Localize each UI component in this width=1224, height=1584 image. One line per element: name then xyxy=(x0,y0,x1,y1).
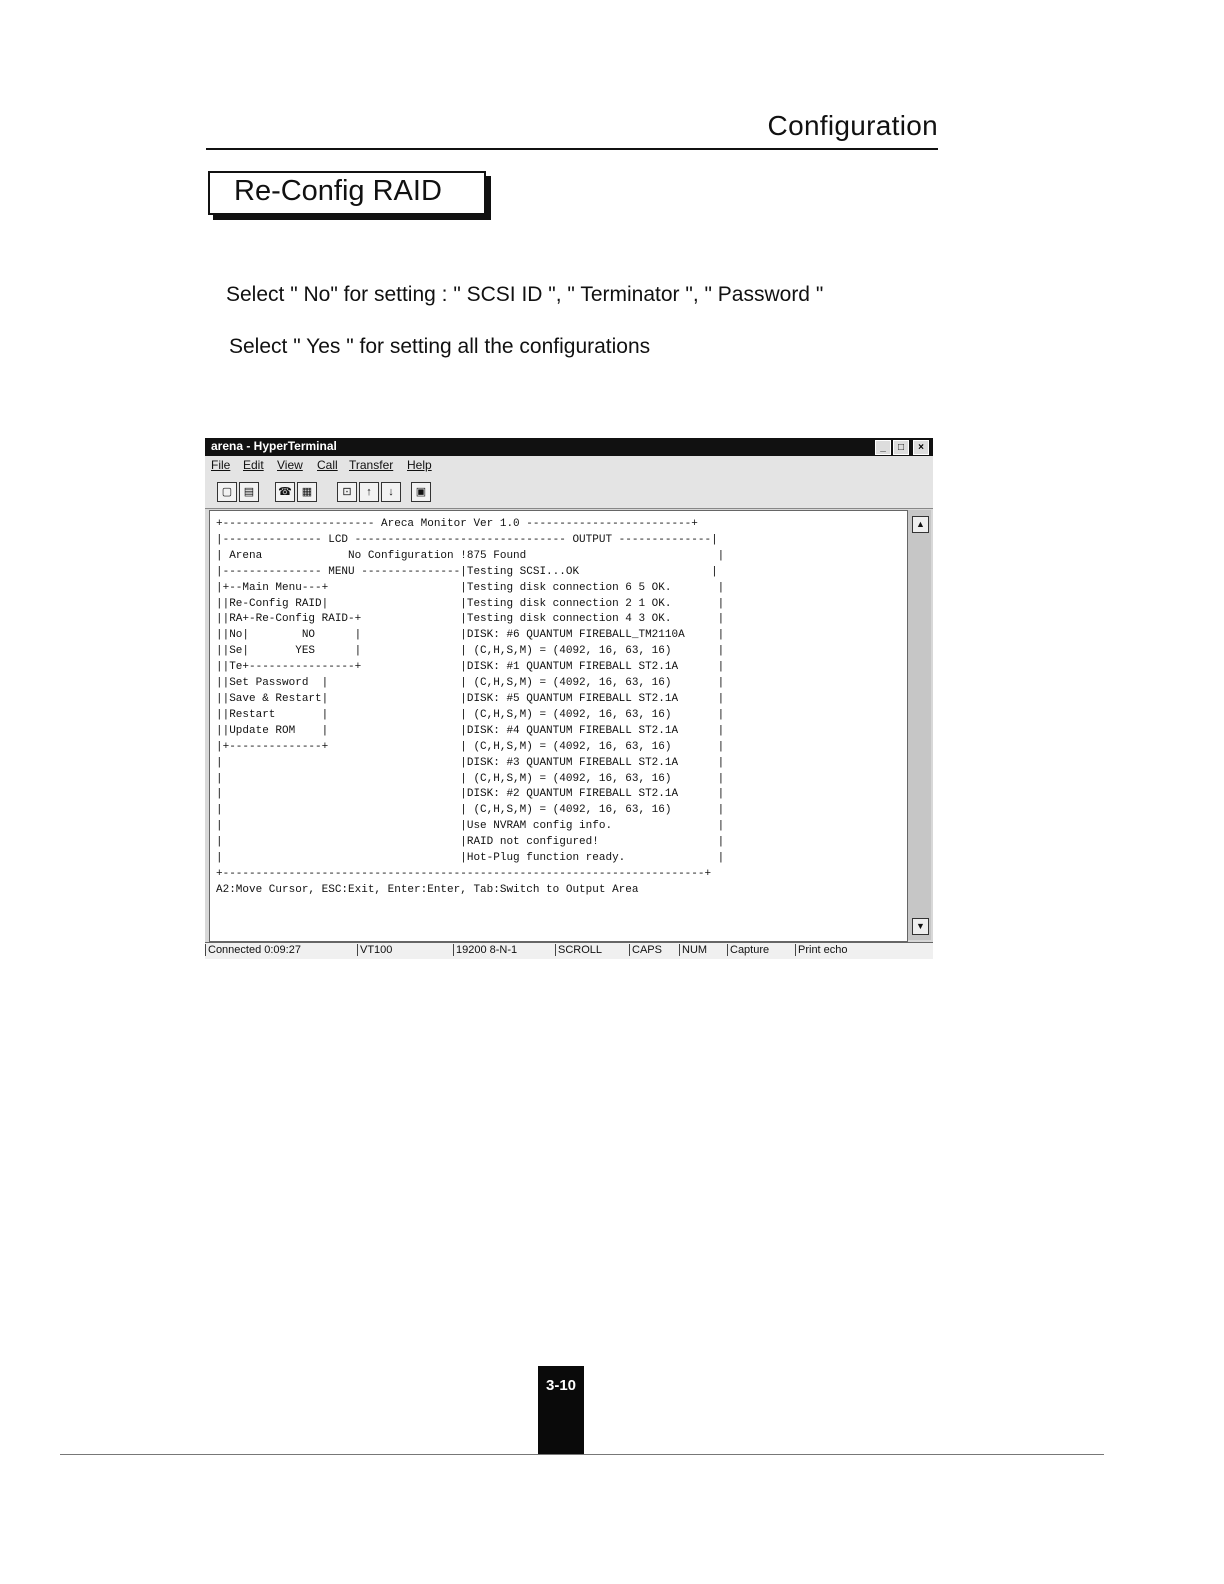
menu-edit[interactable]: Edit xyxy=(243,458,264,472)
properties-icon[interactable]: ▦ xyxy=(297,482,317,502)
title-bar[interactable] xyxy=(205,438,933,456)
status-connected: Connected 0:09:27 xyxy=(205,944,301,956)
send-icon[interactable]: ↑ xyxy=(359,482,379,502)
toolbar xyxy=(205,474,933,509)
section-heading-box xyxy=(208,171,486,215)
hyperterminal-window xyxy=(205,438,933,958)
menu-transfer[interactable]: Transfer xyxy=(349,458,394,472)
open-icon[interactable]: ▤ xyxy=(239,482,259,502)
instruction-line-1: Select " No" for setting : " SCSI ID ", " Terminator ", " Password " xyxy=(226,283,824,306)
status-emulation: VT100 xyxy=(357,944,392,956)
status-num: NUM xyxy=(679,944,707,956)
disconnect-icon[interactable]: ⊡ xyxy=(337,482,357,502)
close-button[interactable]: × xyxy=(913,440,929,455)
section-title: Re-Config RAID xyxy=(234,175,442,207)
scroll-down-icon[interactable]: ▼ xyxy=(912,918,929,935)
menu-help[interactable]: Help xyxy=(407,458,432,472)
menu-file[interactable]: File xyxy=(211,458,231,472)
capture-icon[interactable]: ▣ xyxy=(411,482,431,502)
menu-view[interactable]: View xyxy=(277,458,303,472)
vertical-scrollbar[interactable] xyxy=(908,510,931,940)
window-title: arena - HyperTerminal xyxy=(211,439,337,453)
scroll-up-icon[interactable]: ▲ xyxy=(912,516,929,533)
status-bar xyxy=(205,942,933,959)
maximize-button[interactable]: □ xyxy=(893,440,909,455)
header-title: Configuration xyxy=(767,110,938,141)
instruction-line-2: Select " Yes " for setting all the configurations xyxy=(229,335,651,358)
receive-icon[interactable]: ↓ xyxy=(381,482,401,502)
terminal-output: +----------------------- Areca Monitor Ver 1.0 -------------------------+ |--------------- LCD -------------------------------- OUTPUT --------------| | Arena No Configuration !875 Found | |--------------- MENU ---------------|Testing SCSI...OK | |+--Main Menu---+ |Testing disk connection 6 5 OK. | ||Re-Config RAID| |Testing disk connection 2 1 OK. | ||RA+-Re-Config RAID-+ |Testing disk connection 4 3 OK. | ||No| NO | |DISK: #6 QUANTUM FIREBALL_TM2110A | ||Se| YES | | (C,H,S,M) = (4092, 16, 63, 16) | ||Te+----------------+ |DISK: #1 QUANTUM FIREBALL ST2.1A | ||Set Password | | (C,H,S,M) = (4092, 16, 63, 16) | ||Save & Restart| |DISK: #5 QUANTUM FIREBALL ST2.1A | ||Restart | | (C,H,S,M) = (4092, 16, 63, 16) | ||Update ROM | |DISK: #4 QUANTUM FIREBALL ST2.1A | |+--------------+ | (C,H,S,M) = (4092, 16, 63, 16) | | |DISK: #3 QUANTUM FIREBALL ST2.1A | | | (C,H,S,M) = (4092, 16, 63, 16) | | |DISK: #2 QUANTUM FIREBALL ST2.1A | | | (C,H,S,M) = (4092, 16, 63, 16) | | |Use NVRAM config info. | | |RAID not configured! | | |Hot-Plug function ready. | +-------------------------------------------------------------------------+ A2:Move Cursor, ESC:Exit, Enter:Enter, Tab:Switch to Output Area xyxy=(216,518,725,896)
minimize-button[interactable]: _ xyxy=(875,440,891,455)
terminal-area[interactable] xyxy=(209,510,908,942)
new-icon[interactable]: ▢ xyxy=(217,482,237,502)
status-scroll: SCROLL xyxy=(555,944,602,956)
menu-call[interactable]: Call xyxy=(317,458,338,472)
status-caps: CAPS xyxy=(629,944,662,956)
status-print-echo: Print echo xyxy=(795,944,848,956)
status-capture: Capture xyxy=(727,944,769,956)
status-baud: 19200 8-N-1 xyxy=(453,944,517,956)
header-rule xyxy=(206,148,938,150)
phone-icon[interactable]: ☎ xyxy=(275,482,295,502)
page-number: 3-10 xyxy=(545,1377,577,1394)
menu-bar xyxy=(205,456,933,474)
page-rule xyxy=(60,1454,1104,1455)
